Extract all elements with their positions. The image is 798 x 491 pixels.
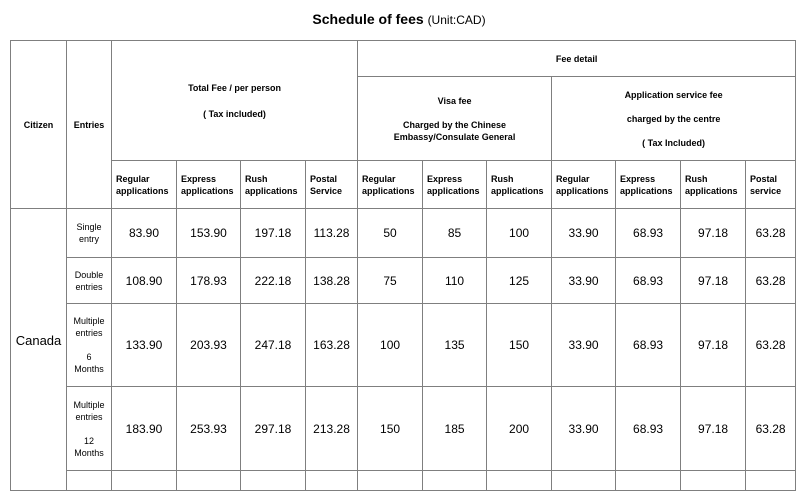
table-cell: [487, 471, 552, 491]
total-rush-cell: 247.18: [241, 304, 306, 387]
visa-express-cell: 185: [423, 387, 487, 471]
header-service-fee-line2: charged by the centre: [626, 113, 721, 124]
entry-line: Single: [76, 222, 102, 232]
total-express-cell: 153.90: [177, 209, 241, 258]
table-cell: [552, 471, 616, 491]
total-regular-cell: 83.90: [112, 209, 177, 258]
table-cell: [177, 471, 241, 491]
entry-label: [67, 304, 112, 387]
service-rush-cell: 97.18: [681, 304, 746, 387]
total-express-cell: 253.93: [177, 387, 241, 471]
header-service-regular: Regular applications: [552, 161, 616, 209]
header-service-express: Express applications: [616, 161, 681, 209]
service-regular-cell: 33.90: [552, 258, 616, 304]
table-cell: [681, 471, 746, 491]
table-cell: [306, 471, 358, 491]
table-cell: [112, 471, 177, 491]
visa-regular-cell: 75: [358, 258, 423, 304]
header-citizen: Citizen: [11, 41, 67, 209]
entry-line: entries: [75, 281, 103, 292]
total-rush-cell: 222.18: [241, 258, 306, 304]
entry-line: entries: [75, 328, 103, 338]
total-postal-cell: 163.28: [306, 304, 358, 387]
service-postal-cell: 63.28: [746, 258, 796, 304]
total-rush-cell: 297.18: [241, 387, 306, 471]
header-total-fee-line2: ( Tax included): [203, 108, 266, 119]
visa-rush-cell: 125: [487, 258, 552, 304]
service-express-cell: 68.93: [616, 209, 681, 258]
header-visa-rush: Rush applications: [487, 161, 552, 209]
visa-rush-cell: 150: [487, 304, 552, 387]
header-total-rush: Rush applications: [241, 161, 306, 209]
header-visa-fee-line1: Visa fee: [437, 95, 472, 106]
header-entries: Entries: [67, 41, 112, 209]
title-main: Schedule of fees: [312, 11, 424, 27]
visa-regular-cell: 50: [358, 209, 423, 258]
visa-express-cell: 110: [423, 258, 487, 304]
entry-line: Double: [74, 269, 104, 280]
header-total-regular: Regular applications: [112, 161, 177, 209]
entry-line: entry: [78, 234, 99, 244]
table-cell: [423, 471, 487, 491]
header-fee-detail: Fee detail: [358, 41, 796, 77]
visa-rush-cell: 100: [487, 209, 552, 258]
total-postal-cell: 213.28: [306, 387, 358, 471]
table-row: [11, 258, 796, 304]
entry-line: entries: [75, 411, 103, 422]
entry-label: [67, 258, 112, 304]
service-regular-cell: 33.90: [552, 387, 616, 471]
service-rush-cell: 97.18: [681, 209, 746, 258]
entry-line: Multiple: [73, 399, 105, 410]
total-regular-cell: 133.90: [112, 304, 177, 387]
header-visa-fee: [358, 77, 552, 161]
entry-line: Months: [74, 447, 104, 458]
table-row: [11, 471, 796, 491]
header-total-express: Express applications: [177, 161, 241, 209]
total-express-cell: 203.93: [177, 304, 241, 387]
table-row: [11, 387, 796, 471]
service-rush-cell: 97.18: [681, 258, 746, 304]
service-postal-cell: 63.28: [746, 304, 796, 387]
visa-express-cell: 85: [423, 209, 487, 258]
visa-express-cell: 135: [423, 304, 487, 387]
total-postal-cell: 138.28: [306, 258, 358, 304]
total-express-cell: 178.93: [177, 258, 241, 304]
service-regular-cell: 33.90: [552, 209, 616, 258]
fee-schedule-table: [10, 40, 796, 491]
total-rush-cell: 197.18: [241, 209, 306, 258]
header-service-fee-line3: ( Tax Included): [642, 137, 706, 148]
title-unit: (Unit:CAD): [427, 13, 486, 27]
header-service-rush: Rush applications: [681, 161, 746, 209]
table-row: [11, 304, 796, 387]
service-postal-cell: 63.28: [746, 209, 796, 258]
header-visa-express: Express applications: [423, 161, 487, 209]
total-regular-cell: 108.90: [112, 258, 177, 304]
header-total-fee-line1: Total Fee / per person: [188, 82, 281, 93]
entry-line: Multiple: [73, 316, 105, 326]
entry-label: [67, 209, 112, 258]
entry-line: 12: [83, 435, 94, 446]
header-visa-fee-line2: Charged by the Chinese Embassy/Consulate General: [393, 119, 516, 142]
service-express-cell: 68.93: [616, 304, 681, 387]
citizen-value: Canada: [11, 209, 67, 491]
header-total-fee: [112, 41, 358, 161]
entry-line: 6: [86, 352, 92, 362]
service-express-cell: 68.93: [616, 387, 681, 471]
header-service-fee-line1: Application service fee: [624, 89, 723, 100]
service-regular-cell: 33.90: [552, 304, 616, 387]
entry-label: [67, 471, 112, 491]
entry-label: [67, 387, 112, 471]
header-visa-regular: Regular applications: [358, 161, 423, 209]
table-row: [11, 209, 796, 258]
total-postal-cell: 113.28: [306, 209, 358, 258]
service-postal-cell: 63.28: [746, 387, 796, 471]
table-cell: [746, 471, 796, 491]
header-total-postal: Postal Service: [306, 161, 358, 209]
table-cell: [241, 471, 306, 491]
visa-rush-cell: 200: [487, 387, 552, 471]
page-title: [0, 10, 798, 29]
service-rush-cell: 97.18: [681, 387, 746, 471]
entry-line: Months: [74, 364, 104, 374]
header-service-postal: Postal service: [746, 161, 796, 209]
visa-regular-cell: 100: [358, 304, 423, 387]
header-service-fee: [552, 77, 796, 161]
visa-regular-cell: 150: [358, 387, 423, 471]
total-regular-cell: 183.90: [112, 387, 177, 471]
table-cell: [358, 471, 423, 491]
table-cell: [616, 471, 681, 491]
service-express-cell: 68.93: [616, 258, 681, 304]
